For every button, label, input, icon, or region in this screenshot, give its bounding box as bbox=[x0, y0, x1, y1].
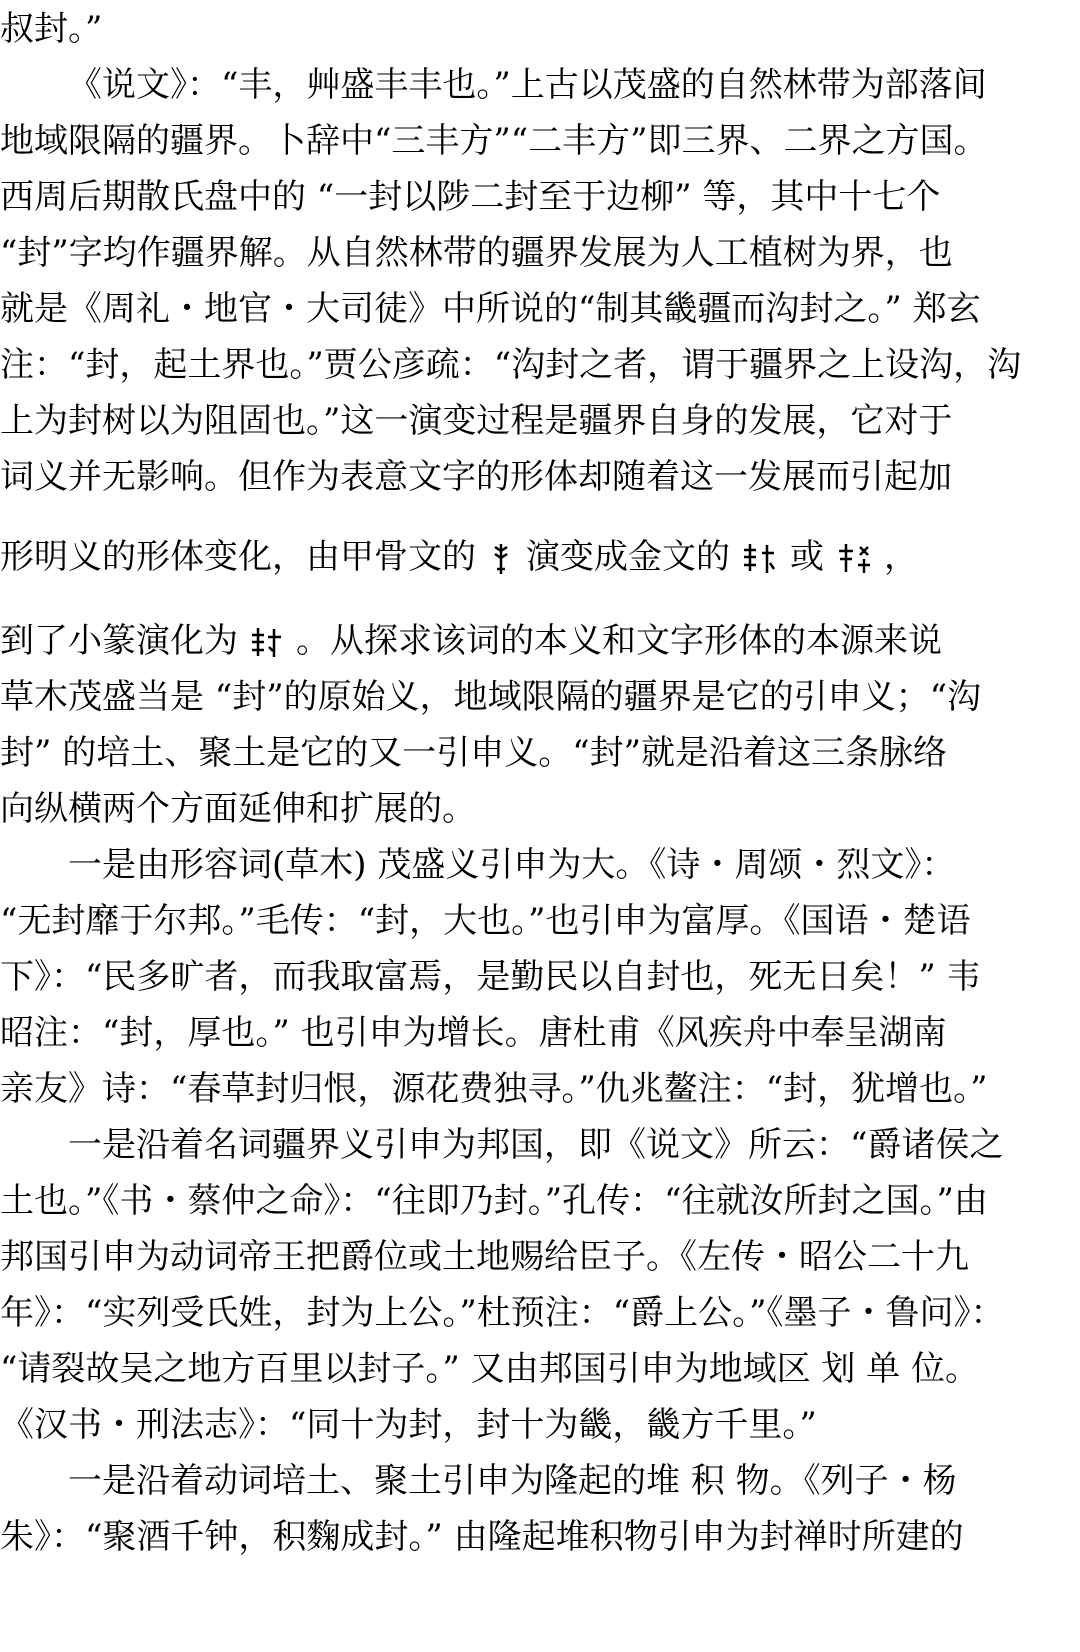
text: ， bbox=[884, 537, 918, 577]
text: 西周后期散氏盘中的 “一封以陟二封至于边柳” 等，其中十七个 bbox=[0, 177, 941, 217]
text: 叔封。” bbox=[0, 9, 103, 49]
text: 封” 的培土、聚土是它的又一引申义。“封”就是沿着这三条脉络 bbox=[0, 733, 947, 773]
text-line bbox=[0, 1004, 1080, 1062]
text-line bbox=[0, 780, 1080, 838]
text-line bbox=[0, 392, 1080, 450]
text-line bbox=[0, 1060, 1080, 1118]
text: 《汉书・刑法志》：“同十为封，封十为畿，畿方千里。” bbox=[0, 1405, 817, 1445]
text: 到了小篆演化为 bbox=[0, 621, 238, 661]
text: 一是沿着动词培土、聚土引申为隆起的堆 积 物。《列子・杨 bbox=[68, 1461, 957, 1501]
text-line bbox=[0, 336, 1080, 394]
text: 一是沿着名词疆界义引申为邦国，即《说文》所云：“爵诸侯之 bbox=[68, 1125, 1004, 1165]
text: 下》：“民多旷者，而我取富焉，是勤民以自封也，死无日矣！” 韦 bbox=[0, 957, 981, 997]
text: 注：“封，起土界也。”贾公彦疏：“沟封之者，谓于疆界之上设沟，沟 bbox=[0, 345, 1022, 385]
text-line bbox=[0, 0, 1080, 58]
text-line bbox=[0, 1452, 1080, 1510]
oracle-bone-feng-glyph-icon bbox=[486, 541, 516, 577]
text-line bbox=[0, 1228, 1080, 1286]
text: 邦国引申为动词帝王把爵位或土地赐给臣子。《左传・昭公二十九 bbox=[0, 1237, 969, 1277]
text: 向纵横两个方面延伸和扩展的。 bbox=[0, 789, 476, 829]
text: 亲友》诗：“春草封归恨，源花费独寻。”仇兆鳌注：“封，犹增也。” bbox=[0, 1069, 988, 1109]
text-line bbox=[0, 168, 1080, 226]
text-line bbox=[0, 1172, 1080, 1230]
text: 《说文》：“丰，艸盛丰丰也。”上古以茂盛的自然林带为部落间 bbox=[68, 65, 987, 105]
text-line bbox=[0, 892, 1080, 950]
text-line bbox=[0, 1284, 1080, 1342]
text: 。从探求该词的本义和文字形体的本源来说 bbox=[296, 621, 942, 661]
text: 就是《周礼・地官・大司徒》中所说的“制其畿疆而沟封之。” 郑玄 bbox=[0, 289, 981, 329]
text: 词义并无影响。但作为表意文字的形体却随着这一发展而引起加 bbox=[0, 457, 952, 497]
text-line bbox=[0, 948, 1080, 1006]
text-line bbox=[0, 56, 1080, 114]
text-line bbox=[0, 1508, 1080, 1566]
seal-script-feng-glyph-icon bbox=[248, 625, 286, 661]
text: 朱》：“聚酒千钟，积麴成封。” 由隆起堆积物引申为封禅时所建的 bbox=[0, 1517, 964, 1557]
text-line bbox=[0, 668, 1080, 726]
text-line bbox=[0, 836, 1080, 894]
text: “请裂故吴之地方百里以封子。” 又由邦国引申为地域区 划 单 位。 bbox=[0, 1349, 979, 1389]
text: “无封靡于尔邦。”毛传：“封，大也。”也引申为富厚。《国语・楚语 bbox=[0, 901, 971, 941]
text: 地域限隔的疆界。卜辞中“三丰方”“二丰方”即三界、二界之方国。 bbox=[0, 121, 988, 161]
text-line bbox=[0, 724, 1080, 782]
text-line bbox=[0, 1396, 1080, 1454]
text-line bbox=[0, 112, 1080, 170]
text: “封”字均作疆界解。从自然林带的疆界发展为人工植树为界，也 bbox=[0, 233, 953, 273]
text-line bbox=[0, 1340, 1080, 1398]
text: 上为封树以为阻固也。”这一演变过程是疆界自身的发展，它对于 bbox=[0, 401, 953, 441]
text: 草木茂盛当是 “封”的原始义，地域限隔的疆界是它的引申义；“沟 bbox=[0, 677, 981, 717]
text: 或 bbox=[790, 537, 824, 577]
text: 年》：“实列受氏姓，封为上公。”杜预注：“爵上公。”《墨子・鲁问》： bbox=[0, 1293, 1005, 1333]
text: 演变成金文的 bbox=[526, 537, 730, 577]
text-line bbox=[0, 224, 1080, 282]
text: 一是由形容词(草木) 茂盛义引申为大。《诗・周颂・烈文》： bbox=[68, 845, 956, 885]
text-line-with-glyphs bbox=[0, 612, 1080, 670]
text: 形明义的形体变化，由甲骨文的 bbox=[0, 537, 476, 577]
bronze-feng-glyph-b-icon bbox=[834, 541, 874, 577]
text-line bbox=[0, 1116, 1080, 1174]
text: 昭注：“封，厚也。” 也引申为增长。唐杜甫《风疾舟中奉呈湖南 bbox=[0, 1013, 947, 1053]
text-line bbox=[0, 448, 1080, 506]
text-line bbox=[0, 280, 1080, 338]
bronze-feng-glyph-a-icon bbox=[740, 541, 780, 577]
text: 土也。”《书・蔡仲之命》：“往即乃封。”孔传：“往就汝所封之国。”由 bbox=[0, 1181, 988, 1221]
text-line-with-glyphs bbox=[0, 528, 1080, 586]
